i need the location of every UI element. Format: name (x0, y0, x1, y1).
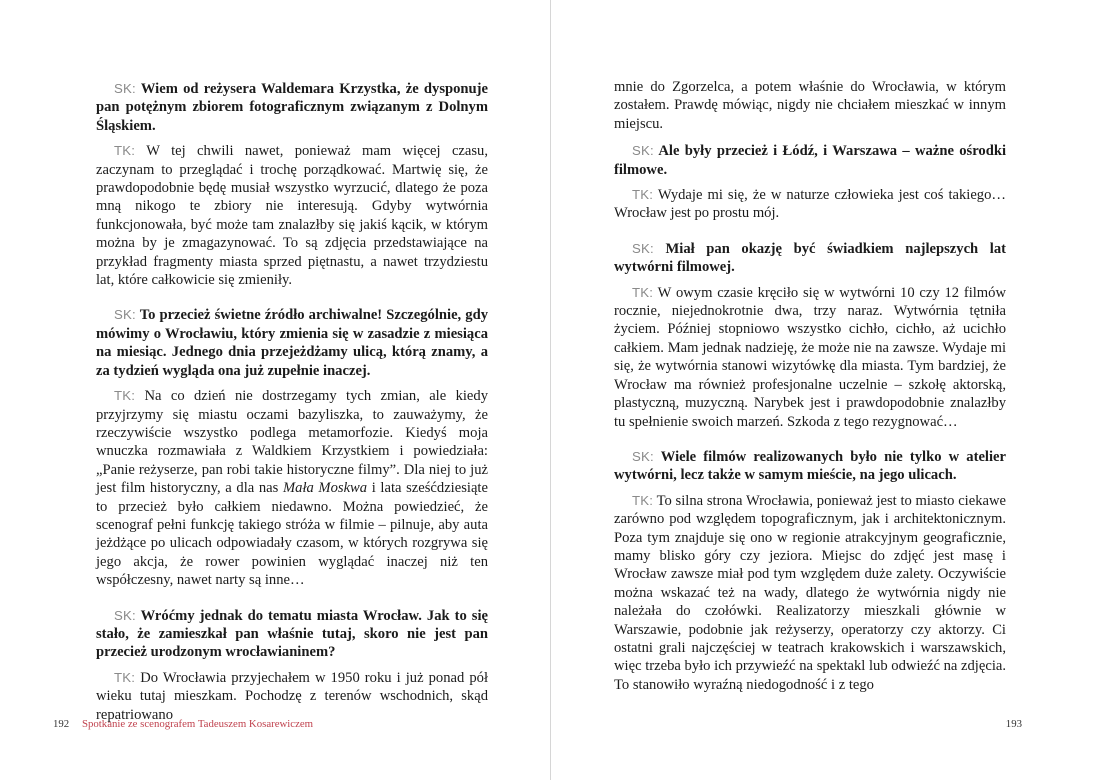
speaker-label: TK: (114, 669, 136, 685)
question-text: Wiem od reżysera Waldemara Krzystka, że dysponuje pan potężnym zbiorem fotograficznym związanym z Dolnym Śląskiem. (96, 81, 489, 134)
answer-paragraph (96, 669, 488, 724)
question-text: Wiele filmów realizowanych było nie tylko w atelier wytwórni, lecz także w samym mieście, na jego ulicach. (614, 448, 1006, 484)
answer-paragraph (614, 284, 1006, 431)
right-page (551, 0, 1100, 780)
continued-paragraph: mnie do Zgorzelca, a potem właśnie do Wrocławia, w którym zostałem. Prawdę mówiąc, nigdy nie chciałem mieszkać w innym miejscu. (614, 79, 1006, 132)
answer-text: W owym czasie kręciło się w wytwórni 10 czy 12 filmów rocznie, niejednokrotnie dwa, trzy naraz. Wytwórnia tętniła życiem. Później stopniowo wszystko cichło, cichło, aż ucichło całkiem. Mam jednak nadzieję, że może nie na zawsze. Wydaje mi się, że wytwórnia stanowi wizytówkę dla miasta. Tym bardziej, że Wrocław ma również profesjonalne uczelnie – szkołę aktorską, plastyczną, muzyczną. Narybek jest i prawdopodobnie znalazłby tu spełnienie swoich marzeń. Szkoda z tego rezygnować… (614, 284, 1006, 430)
answer-paragraph (614, 186, 1006, 223)
answer-text: Do Wrocławia przyjechałem w 1950 roku i już ponad pół wieku tutaj mieszkam. Pochodzę z terenów wschodnich, skąd repatriowano (96, 669, 488, 723)
answer-text: Na co dzień nie dostrzegamy tych zmian, ale kiedy przyjrzymy się miastu oczami bazyliszka, to zauważymy, że rzeczywiście wszystko podlega metamorfozie. Kiedyś moja wnuczka rozmawiała z Waldkiem Krzystkiem i powiedziała: „Panie reżyserze, pan robi takie historyczne filmy”. Dla niej to już jest film historyczny, a dla nas (96, 388, 488, 497)
page-number: 192 (53, 718, 70, 730)
answer-paragraph (614, 492, 1006, 694)
speaker-label: TK: (632, 187, 654, 203)
question-paragraph (614, 240, 1006, 277)
question-paragraph (614, 142, 1006, 179)
answer-text: To silna strona Wrocławia, ponieważ jest to miasto ciekawe zarówno pod względem topograficznym, jak i architektonicznym. Poza tym znajduje się ono w regionie atrakcyjnym geograficznie, mamy blisko góry czy jeziora. Miejsc do zdjęć jest masę i Wrocław zawsze miał pod tym względem duże zalety. Oczywiście można wskazać też na wady, dlatego że wytwórnia nigdy nie należała do czołówki. Realizatorzy mieszkali głównie w Warszawie, podobnie jak reżyserzy, operatorzy czy aktorzy. Ci ostatni grali najczęściej w teatrach krakowskich i warszawskich, więc trzeba było ich przywieźć na spektakl lub odwieźć na zdjęcia. To stanowiło wyraźną niedogodność i z tego (614, 492, 1006, 693)
speaker-label: SK: (114, 307, 136, 323)
running-head: Spotkanie ze scenografem Tadeuszem Kosarewiczem (82, 718, 314, 730)
answer-text: Wydaje mi się, że w naturze człowieka jest coś takiego… Wrocław jest po prostu mój. (614, 187, 1006, 222)
answer-paragraph (96, 142, 488, 289)
speaker-label: TK: (114, 388, 136, 404)
speaker-label: SK: (114, 607, 136, 623)
speaker-label: SK: (632, 448, 654, 464)
speaker-label: SK: (632, 240, 654, 256)
question-paragraph (96, 306, 488, 380)
question-text: Ale były przecież i Łódź, i Warszawa – ważne ośrodki filmowe. (614, 143, 1007, 178)
speaker-label: SK: (114, 81, 136, 96)
answer-paragraph (96, 387, 488, 589)
page-number: 193 (1005, 718, 1022, 730)
question-paragraph (96, 80, 488, 135)
question-paragraph (96, 607, 488, 662)
answer-text: W tej chwili nawet, ponieważ mam więcej czasu, zaczynam to przeglądać i trochę porządkować. Martwię się, że prawdopodobnie będę musiał wszystko wyrzucić, dlatego że poza mną nikogo te zbiory nie interesują. Gdyby wytwórnia funkcjonowała, być może tam znalazłby się jakiś kącik, w którym można by je zmagazynować. To są zdjęcia przedstawiające na przykład fragmenty miasta sprzed piętnastu, a nawet trzydziestu lat, które całkowicie się zmieniły. (96, 143, 488, 289)
question-text: Miał pan okazję być świadkiem najlepszych lat wytwórni filmowej. (614, 240, 1006, 276)
speaker-label: TK: (114, 143, 136, 159)
question-text: To przecież świetne źródło archiwalne! Szczególnie, gdy mówimy o Wrocławiu, który zmienia się w zasadzie z miesiąca na miesiąc. Jednego dnia przejeżdżamy ulicą, którą znamy, a za tydzień wygląda ona już zupełnie inaczej. (96, 307, 488, 379)
question-text: Wróćmy jednak do tematu miasta Wrocław. Jak to się stało, że zamieszkał pan właśnie tutaj, skoro nie jest pan przecież urodzonym wrocławianinem? (96, 607, 488, 661)
answer-text: i lata sześćdziesiąte to przecież było całkiem niedawno. Można powiedzieć, że scenograf pełni funkcję takiego stróża w filmie – pilnuje, aby auta jeżdżące po ulicach odpowiadały czasom, w których rozgrywa się jego akcja, że rower powinien wyglądać inaczej niż ten współczesny, nawet narty są inne… (96, 480, 488, 589)
film-title: Mała Moskwa (282, 480, 368, 497)
question-paragraph (614, 448, 1006, 485)
left-page-text (96, 80, 488, 724)
speaker-label: SK: (632, 143, 654, 159)
right-page-text (614, 78, 1006, 694)
speaker-label: TK: (632, 492, 654, 508)
speaker-label: TK: (632, 284, 654, 300)
